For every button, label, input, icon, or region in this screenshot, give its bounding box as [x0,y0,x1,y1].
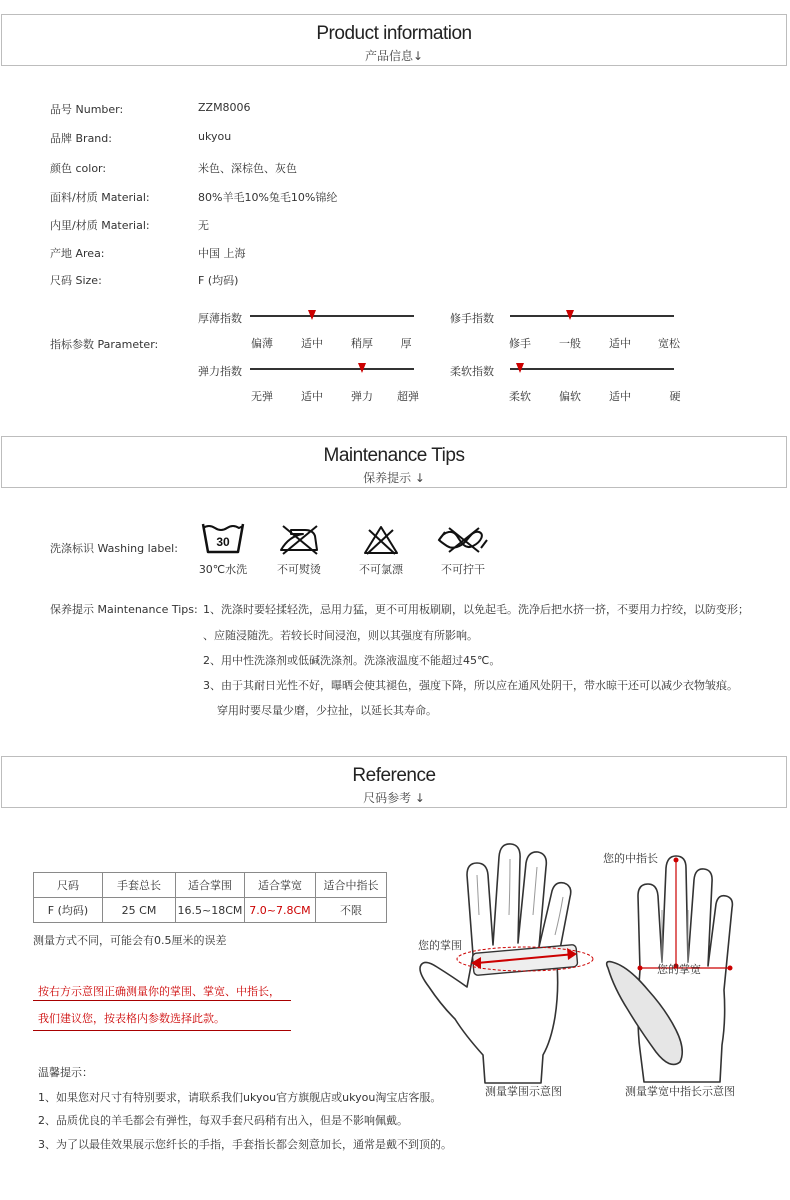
gauge-title: 厚薄指数 [198,312,242,325]
tip-line: 2、用中性洗涤剂或低碱洗涤剂。洗涤液温度不能超过45℃。 [203,654,501,667]
table-row [34,898,387,923]
table-cell: 不限 [316,898,387,923]
gauge-thickness [198,310,438,354]
spec-label: 品牌 Brand: [50,132,112,145]
table-header-cell: 手套总长 [103,873,176,898]
spec-label: 品号 Number: [50,103,124,116]
warm-tip-line: 1、如果您对尺寸有特别要求，请联系我们ukyou官方旗舰店或ukyou淘宝店客服。 [38,1091,442,1104]
gauge-tick-label: 适中 [301,337,323,350]
gauge-tick-label: 弹力 [351,390,373,403]
palm-circumference-label: 您的掌围 [418,939,462,952]
wash-item [346,524,416,577]
section-title-cn: 尺码参考 ↓ [363,791,425,805]
gauge-tick-label: 柔软 [509,390,531,403]
washing-label-title: 洗涤标识 Washing label: [50,542,178,555]
spec-value: F (均码) [198,274,239,287]
section-title-en: Reference [352,765,436,786]
advice-line: 我们建议您，按表格内参数选择此款。 [38,1012,225,1025]
section-title-cn: 保养提示 ↓ [363,471,425,485]
spec-value: 中国 上海 [198,247,246,260]
gauge-tick-label: 一般 [559,337,581,350]
wash-item-label: 不可氯漂 [359,563,403,576]
wash-temp-text: 30 [216,535,230,549]
spec-label: 产地 Area: [50,247,105,260]
size-note: 测量方式不同，可能会有0.5厘米的误差 [33,934,227,947]
advice-line: 按右方示意图正确测量你的掌围、掌宽、中指长， [38,985,280,998]
divider [33,1000,291,1001]
gauge-tick-label: 适中 [609,390,631,403]
warm-tip-line: 2、品质优良的羊毛都会有弹性，每双手套尺码稍有出入，但是不影响佩戴。 [38,1114,408,1127]
tip-line: 、应随浸随洗。若较长时间浸泡，则以其强度有所影响。 [203,629,478,642]
gauge-bar [510,310,674,324]
gauge-bar [250,310,414,324]
diagram-caption: 测量掌宽中指长示意图 [625,1085,735,1098]
gauge-tick-label: 稍厚 [351,337,373,350]
wash-item [264,524,334,577]
wash-30-icon [199,520,247,556]
gauge-bar [250,363,414,377]
gauge-tick-label: 超弹 [397,390,419,403]
wash-item [188,520,258,577]
warm-tip-line: 3、为了以最佳效果展示您纤长的手指，手套指长都会刻意加长，通常是戴不到顶的。 [38,1138,452,1151]
spec-label: 尺码 Size: [50,274,102,287]
wash-item-label: 不可拧干 [441,563,485,576]
warm-tips-title: 温馨提示： [38,1066,93,1079]
diagram-caption: 测量掌围示意图 [485,1085,562,1098]
gauge-tick-label: 硬 [669,390,681,403]
divider [33,1030,291,1031]
tip-line: 穿用时要尽量少磨，少拉扯，以延长其寿命。 [217,704,437,717]
gauge-bar [510,363,674,377]
gauge-tick-label: 适中 [301,390,323,403]
size-table [33,872,387,923]
table-cell: 7.0~7.8CM [245,898,316,923]
wash-item-label: 不可熨烫 [277,563,321,576]
gauge-tick-label: 偏软 [559,390,581,403]
no-wring-icon [435,524,491,556]
gauge-fit [450,310,690,354]
table-header-cell: 适合中指长 [316,873,387,898]
gauge-softness [450,363,690,407]
maintenance-header [1,436,787,488]
wash-item-label: 30℃水洗 [198,563,248,576]
spec-value: ZZM8006 [198,101,251,114]
product-info-header [1,14,787,66]
palm-measure-illustration [415,835,600,1085]
spec-value: ukyou [198,130,232,143]
gauge-tick-label: 修手 [509,337,531,350]
section-title-en: Maintenance Tips [323,445,465,466]
table-header-cell: 适合掌宽 [245,873,316,898]
no-bleach-icon [357,524,405,556]
gauge-tick-label: 厚 [400,337,412,350]
spec-value: 无 [198,219,209,232]
reference-header [1,756,787,808]
gauge-tick-label: 宽松 [658,337,680,350]
tip-line: 1、洗涤时要轻揉轻洗，忌用力猛，更不可用板刷刷，以免起毛。洗净后把水挤一挤，不要用力拧绞，以防变形； [203,603,749,616]
wash-item [428,524,498,577]
no-iron-icon [275,524,323,556]
tip-line: 3、由于其耐日光性不好，曝晒会使其褪色，强度下降，所以应在通风处阴干，带水晾干还可以减少衣物皱痕。 [203,679,738,692]
table-cell: 16.5~18CM [176,898,245,923]
spec-value: 米色、深棕色、灰色 [198,162,297,175]
spec-value: 80%羊毛10%兔毛10%锦纶 [198,191,338,204]
gauge-title: 修手指数 [450,312,494,325]
table-header-cell: 适合掌围 [176,873,245,898]
gauge-tick-label: 无弹 [251,390,273,403]
gauge-tick-label: 适中 [609,337,631,350]
section-title-en: Product information [316,23,472,44]
palm-width-label: 您的掌宽 [657,963,701,976]
table-cell: 25 CM [103,898,176,923]
spec-label: 颜色 color: [50,162,107,175]
gauge-tick-label: 偏薄 [251,337,273,350]
maintenance-tips-label: 保养提示 Maintenance Tips: [50,603,198,616]
gauge-elasticity [198,363,438,407]
spec-label: 面料/材质 Material: [50,191,150,204]
table-cell: F (均码) [34,898,103,923]
table-header-row [34,873,387,898]
middle-finger-label: 您的中指长 [603,852,658,865]
parameter-label: 指标参数 Parameter: [50,338,159,351]
gauge-title: 柔软指数 [450,365,494,378]
gauge-title: 弹力指数 [198,365,242,378]
section-title-cn: 产品信息↓ [364,49,424,63]
table-header-cell: 尺码 [34,873,103,898]
spec-label: 内里/材质 Material: [50,219,150,232]
